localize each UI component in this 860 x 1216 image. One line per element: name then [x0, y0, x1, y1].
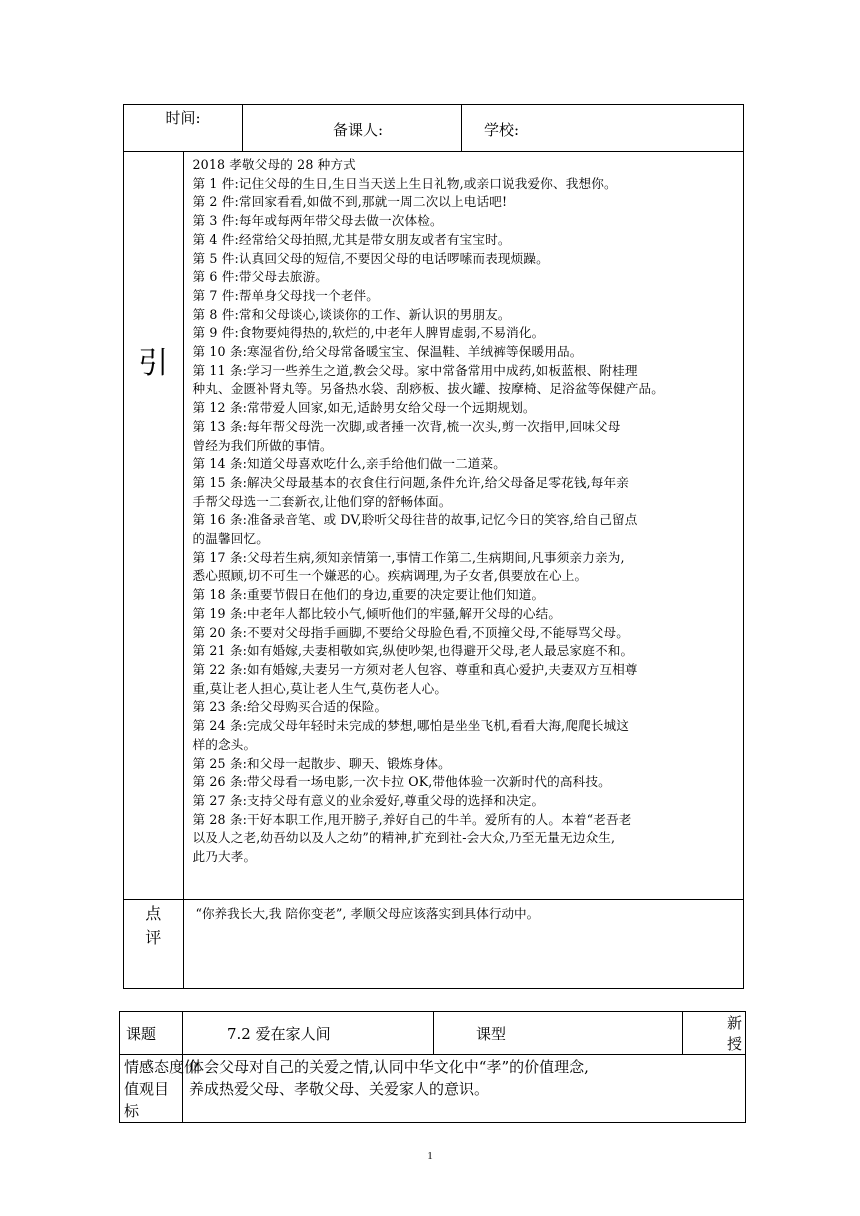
intro-line: 种丸、金匮补肾丸等。另备热水袋、刮痧板、拔火罐、按摩椅、足浴盆等保健产品。 — [192, 381, 665, 397]
intro-line: 第 3 件:每年或每两年带父母去做一次体检。 — [192, 213, 443, 229]
intro-line: 第 28 条:干好本职工作,甩开膀子,养好自己的牛羊。爱所有的人。本着“老吾老 — [192, 811, 632, 827]
goal-text — [183, 1055, 746, 1123]
type-value: 新授 — [683, 1012, 746, 1055]
intro-line: 第 13 条:每年帮父母洗一次脚,或者捶一次背,梳一次头,剪一次指甲,回味父母 — [192, 418, 621, 434]
preparer-label: 备课人: — [333, 121, 384, 139]
intro-line: 2018 孝敬父母的 28 种方式 — [192, 157, 356, 172]
intro-line: 第 8 件:常和父母谈心,谈谈你的工作、新认识的男朋友。 — [192, 306, 511, 322]
intro-line: 此乃大孝。 — [192, 849, 257, 865]
goal-text-line-2: 养成热爱父母、孝敬父母、关爱家人的意识。 — [189, 1080, 490, 1098]
goal-text-line-1: 体会父母对自己的关爱之情,认同中华文化中“孝”的价值理念, — [189, 1058, 589, 1076]
lesson-goal-row — [120, 1055, 746, 1123]
goal-label — [120, 1055, 200, 1123]
time-label: 时间: — [124, 105, 243, 152]
intro-line: 第 21 条:如有婚嫁,夫妻相敬如宾,纵使吵架,也得避开父母,老人最忌家庭不和。 — [192, 643, 634, 659]
intro-line: 第 17 条:父母若生病,须知亲情第一,事情工作第二,生病期间,凡事须亲力亲为, — [192, 549, 625, 565]
intro-line: 第 10 条:寒湿省份,给父母常备暖宝宝、保温鞋、羊绒裤等保暖用品。 — [192, 344, 583, 360]
goal-label-line-1: 情感态度价 — [124, 1058, 200, 1076]
intro-line: 第 23 条:给父母购买合适的保险。 — [192, 699, 388, 715]
intro-side-label: 引 — [124, 152, 184, 900]
header-row — [124, 105, 744, 152]
page-number: 1 — [427, 1150, 433, 1162]
school-label: 学校: — [484, 121, 520, 139]
goal-label-line-2: 值观目标 — [124, 1080, 170, 1120]
lesson-info-table — [119, 1011, 746, 1123]
intro-line: 第 11 条:学习一些养生之道,教会父母。家中常备常用中成药,如板蓝根、附桂理 — [192, 362, 638, 378]
intro-line: 第 1 件:记住父母的生日,生日当天送上生日礼物,或亲口说我爱你、我想你。 — [192, 175, 617, 191]
intro-line: 第 2 件:常回家看看,如做不到,那就一周二次以上电话吧! — [192, 194, 508, 210]
intro-line: 手帮父母选一二套新衣,让他们穿的舒畅体面。 — [192, 493, 452, 509]
school-cell — [462, 105, 744, 152]
lesson-plan-table — [123, 104, 744, 989]
intro-line: 第 18 条:重要节假日在他们的身边,重要的决定要让他们知道。 — [192, 587, 545, 603]
intro-line: 第 12 条:常带爱人回家,如无,适龄男女给父母一个远期规划。 — [192, 400, 536, 416]
intro-line: 第 15 条:解决父母最基本的衣食住行问题,条件允许,给父母备足零花钱,每年亲 — [192, 474, 630, 490]
review-row — [124, 900, 744, 989]
intro-line: 第 22 条:如有婚嫁,夫妻另一方须对老人包容、尊重和真心爱护,夫妻双方互相尊 — [192, 661, 638, 677]
intro-line: 第 20 条:不要对父母指手画脚,不要给父母脸色看,不顶撞父母,不能辱骂父母。 — [192, 624, 630, 640]
topic-value: 7.2 爱在家人间 — [183, 1012, 434, 1055]
intro-row — [124, 152, 744, 900]
intro-content — [183, 152, 744, 900]
lesson-topic-row — [120, 1012, 746, 1055]
intro-line: 第 7 件:帮单身父母找一个老伴。 — [192, 287, 380, 303]
intro-line: 第 9 件:食物要炖得热的,软烂的,中老年人脾胃虚弱,不易消化。 — [192, 325, 545, 341]
intro-line: 第 6 件:带父母去旅游。 — [192, 269, 329, 285]
intro-line: 重,莫让老人担心,莫让老人生气,莫伤老人心。 — [192, 680, 448, 696]
intro-line: 悉心照顾,切不可生一个嫌恶的心。疾病调理,为子女者,俱要放在心上。 — [192, 568, 588, 584]
review-label-2: 评 — [145, 928, 162, 947]
intro-line: 样的念头。 — [192, 736, 257, 752]
intro-line: 第 19 条:中老年人都比较小气,倾听他们的牢骚,解开父母的心结。 — [192, 605, 562, 621]
review-text: “你养我长大,我 陪你变老”, 孝顺父母应该落实到具体行动中。 — [183, 900, 744, 989]
preparer-cell — [243, 105, 462, 152]
type-label: 课型 — [434, 1012, 683, 1055]
intro-line: 曾经为我们所做的事情。 — [192, 437, 333, 453]
intro-line: 第 16 条:准备录音笔、或 DV,聆听父母往昔的故事,记忆今日的笑容,给自己留点 — [192, 512, 638, 528]
review-side-label — [124, 900, 184, 989]
intro-line: 第 27 条:支持父母有意义的业余爱好,尊重父母的选择和决定。 — [192, 792, 545, 808]
intro-line: 第 14 条:知道父母喜欢吃什么,亲手给他们做一二道菜。 — [192, 456, 507, 472]
review-label-1: 点 — [145, 904, 162, 923]
intro-line: 第 24 条:完成父母年轻时未完成的梦想,哪怕是坐坐飞机,看看大海,爬爬长城这 — [192, 718, 630, 734]
intro-line: 的温馨回忆。 — [192, 531, 269, 547]
intro-line: 以及人之老,幼吾幼以及人之幼”的精神,扩充到社-会大众,乃至无量无边众生, — [192, 830, 616, 846]
intro-line: 第 4 件:经常给父母拍照,尤其是带女朋友或者有宝宝时。 — [192, 231, 511, 247]
topic-label: 课题 — [120, 1012, 183, 1055]
intro-line: 第 26 条:带父母看一场电影,一次卡拉 OK,带他体验一次新时代的高科技。 — [192, 774, 611, 790]
intro-line: 第 5 件:认真回父母的短信,不要因父母的电话啰嗦而表现烦躁。 — [192, 250, 549, 266]
intro-line: 第 25 条:和父母一起散步、聊天、锻炼身体。 — [192, 755, 451, 771]
